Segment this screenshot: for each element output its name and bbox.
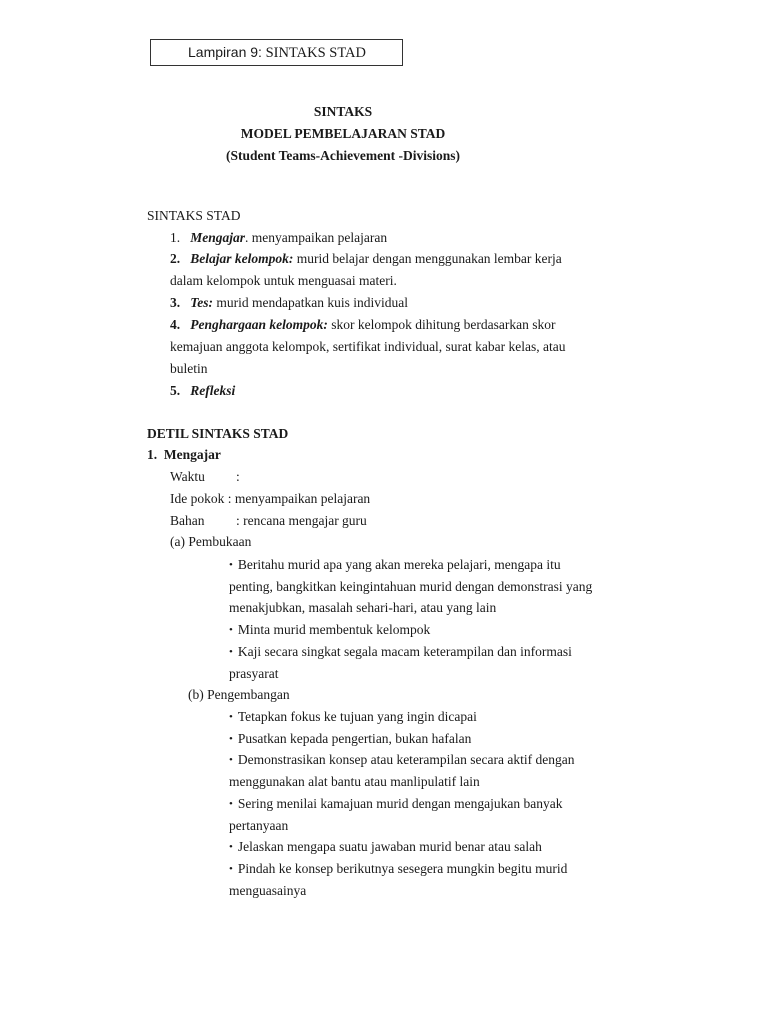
ide-pokok-label: Ide pokok bbox=[170, 491, 225, 506]
sintaks-item-4-cont-2: buletin bbox=[170, 361, 208, 376]
section-number: 1. bbox=[147, 447, 158, 462]
attachment-prefix: Lampiran 9: bbox=[188, 44, 262, 60]
sintaks-item-4 bbox=[170, 317, 555, 333]
pengembangan-bullet-1: • Tetapkan fokus ke tujuan yang ingin dicapai bbox=[229, 709, 477, 725]
sintaks-item-2 bbox=[170, 251, 562, 267]
item-text: murid belajar dengan menggunakan lembar kerja bbox=[293, 251, 562, 266]
pengembangan-bullet-3: • Demonstrasikan konsep atau keterampilan secara aktif dengan bbox=[229, 752, 574, 768]
item-text: skor kelompok dihitung berdasarkan skor bbox=[327, 317, 556, 332]
section-1-heading bbox=[147, 447, 221, 463]
pembukaan-bullet-3-cont: prasyarat bbox=[229, 666, 279, 681]
pengembangan-label: (b) Pengembangan bbox=[188, 687, 290, 702]
pembukaan-label: (a) Pembukaan bbox=[170, 534, 252, 549]
item-number: 4. bbox=[170, 317, 181, 332]
pembukaan-bullet-2: • Minta murid membentuk kelompok bbox=[229, 622, 430, 638]
pembukaan-bullet-1: • Beritahu murid apa yang akan mereka pelajari, mengapa itu bbox=[229, 557, 561, 573]
sintaks-item-3 bbox=[170, 295, 408, 311]
item-text: menyampaikan pelajaran bbox=[248, 230, 388, 245]
ide-pokok-row bbox=[170, 491, 370, 507]
detil-heading: DETIL SINTAKS STAD bbox=[147, 426, 289, 441]
item-label: Belajar kelompok: bbox=[190, 251, 294, 266]
pembukaan-bullet-1-cont: menakjubkan, masalah sehari-hari, atau yang lain bbox=[229, 600, 497, 615]
item-label: Tes: bbox=[190, 295, 213, 310]
item-number: 1. bbox=[170, 230, 181, 245]
pengembangan-bullet-3-cont: menggunakan alat bantu atau manlipulatif lain bbox=[229, 774, 480, 789]
sintaks-item-2-cont: dalam kelompok untuk menguasai materi. bbox=[170, 273, 397, 288]
item-number: 2. bbox=[170, 251, 181, 266]
item-number: 5. bbox=[170, 383, 181, 398]
pengembangan-bullet-6-cont: menguasainya bbox=[229, 883, 307, 898]
item-label: Penghargaan kelompok: bbox=[190, 317, 328, 332]
pengembangan-bullet-4: • Sering menilai kamajuan murid dengan mengajukan banyak bbox=[229, 796, 563, 812]
attachment-label bbox=[188, 44, 366, 62]
pembukaan-bullet-3: • Kaji secara singkat segala macam keterampilan dan informasi bbox=[229, 644, 572, 660]
doc-title-line3: (Student Teams-Achievement -Divisions) bbox=[225, 148, 460, 163]
bahan-label: Bahan bbox=[170, 513, 205, 528]
item-label: Mengajar bbox=[190, 230, 246, 245]
waktu-separator: : bbox=[236, 469, 240, 484]
ide-pokok-value: : menyampaikan pelajaran bbox=[227, 491, 371, 506]
pengembangan-bullet-2: • Pusatkan kepada pengertian, bukan hafalan bbox=[229, 731, 471, 747]
sintaks-item-5 bbox=[170, 383, 235, 399]
section-title: Mengajar bbox=[163, 447, 221, 462]
sintaks-heading: SINTAKS STAD bbox=[147, 208, 241, 223]
pengembangan-bullet-4-cont: pertanyaan bbox=[229, 818, 289, 833]
pengembangan-bullet-6: • Pindah ke konsep berikutnya sesegera mungkin begitu murid bbox=[229, 861, 567, 877]
bahan-value: : rencana mengajar guru bbox=[236, 513, 367, 528]
item-label: Refleksi bbox=[190, 383, 236, 398]
sintaks-item-4-cont-1: kemajuan anggota kelompok, sertifikat individual, surat kabar kelas, atau bbox=[170, 339, 566, 354]
waktu-label: Waktu bbox=[170, 469, 205, 484]
doc-title-line1: SINTAKS bbox=[313, 104, 373, 119]
pengembangan-bullet-5: • Jelaskan mengapa suatu jawaban murid benar atau salah bbox=[229, 839, 542, 855]
doc-title-line2: MODEL PEMBELAJARAN STAD bbox=[240, 126, 446, 141]
pembukaan-bullet-1-cont: penting, bangkitkan keingintahuan murid dengan demonstrasi yang bbox=[229, 579, 593, 594]
item-number: 3. bbox=[170, 295, 181, 310]
item-sep: . bbox=[245, 230, 249, 245]
attachment-title: SINTAKS STAD bbox=[265, 45, 366, 61]
sintaks-item-1 bbox=[170, 230, 387, 246]
item-text: murid mendapatkan kuis individual bbox=[213, 295, 408, 310]
